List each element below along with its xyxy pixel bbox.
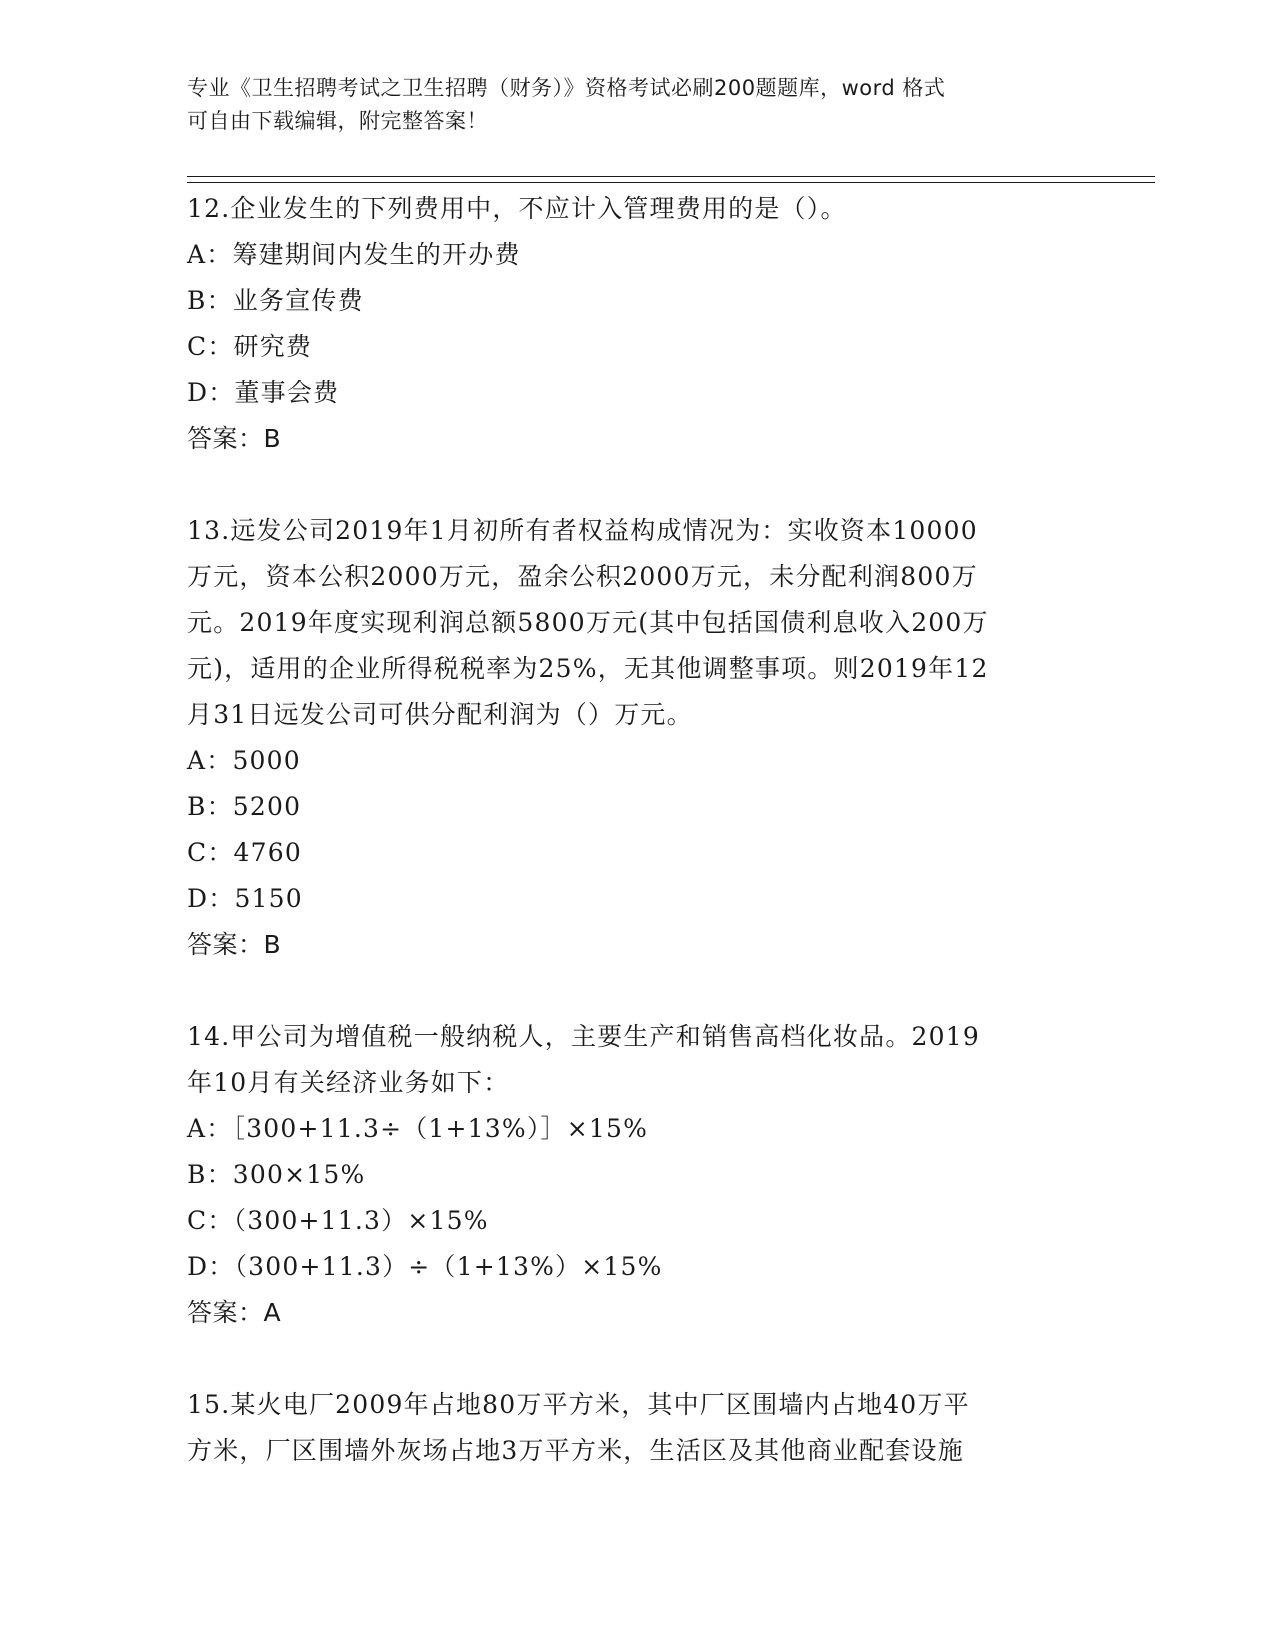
question-15 xyxy=(187,1382,1087,1474)
question-stem-line: 15.某火电厂2009年占地80万平方米，其中厂区围墙内占地40万平 xyxy=(187,1390,970,1419)
option-b: B：业务宣传费 xyxy=(187,286,364,315)
question-stem-line: 万元，资本公积2000万元，盈余公积2000万元，未分配利润800万 xyxy=(187,562,978,591)
option-a: A：筹建期间内发生的开办费 xyxy=(187,240,521,269)
option-d: D：5150 xyxy=(187,884,303,913)
question-stem-line: 元)，适用的企业所得税税率为25%，无其他调整事项。则2019年12 xyxy=(187,654,989,683)
option-b: B：300×15% xyxy=(187,1160,366,1189)
option-b: B：5200 xyxy=(187,792,302,821)
option-a: A：5000 xyxy=(187,746,301,775)
option-a: A：［300+11.3÷（1+13%）］×15% xyxy=(187,1114,649,1143)
header-rule-bottom xyxy=(187,182,1155,183)
header-line-2: 可自由下载编辑，附完整答案！ xyxy=(187,109,488,133)
question-14 xyxy=(187,1014,1087,1336)
document-header xyxy=(187,72,1067,138)
option-c: C：4760 xyxy=(187,838,302,867)
answer-line: 答案：B xyxy=(187,424,282,453)
question-list xyxy=(187,186,1087,1520)
option-d: D：董事会费 xyxy=(187,378,340,407)
question-stem-line: 方米，厂区围墙外灰场占地3万平方米，生活区及其他商业配套设施 xyxy=(187,1436,964,1465)
option-c: C：（300+11.3）×15% xyxy=(187,1206,489,1235)
question-stem-line: 14.甲公司为增值税一般纳税人，主要生产和销售高档化妆品。2019 xyxy=(187,1022,980,1051)
option-d: D：（300+11.3）÷（1+13%）×15% xyxy=(187,1252,663,1281)
question-12 xyxy=(187,186,1087,462)
question-stem-line: 月31日远发公司可供分配利润为（）万元。 xyxy=(187,700,693,729)
question-stem-line: 元。2019年度实现利润总额5800万元(其中包括国债利息收入200万 xyxy=(187,608,989,637)
answer-line: 答案：B xyxy=(187,930,282,959)
question-stem-line: 13.远发公司2019年1月初所有者权益构成情况为：实收资本10000 xyxy=(187,516,978,545)
header-line-1: 专业《卫生招聘考试之卫生招聘（财务）》资格考试必刷200题题库，word 格式 xyxy=(187,76,946,100)
question-13 xyxy=(187,508,1087,968)
header-rule-top xyxy=(187,176,1155,177)
answer-line: 答案：A xyxy=(187,1298,282,1327)
option-c: C：研究费 xyxy=(187,332,313,361)
question-stem-line: 12.企业发生的下列费用中，不应计入管理费用的是（）。 xyxy=(187,194,847,223)
question-stem-line: 年10月有关经济业务如下： xyxy=(187,1068,510,1097)
